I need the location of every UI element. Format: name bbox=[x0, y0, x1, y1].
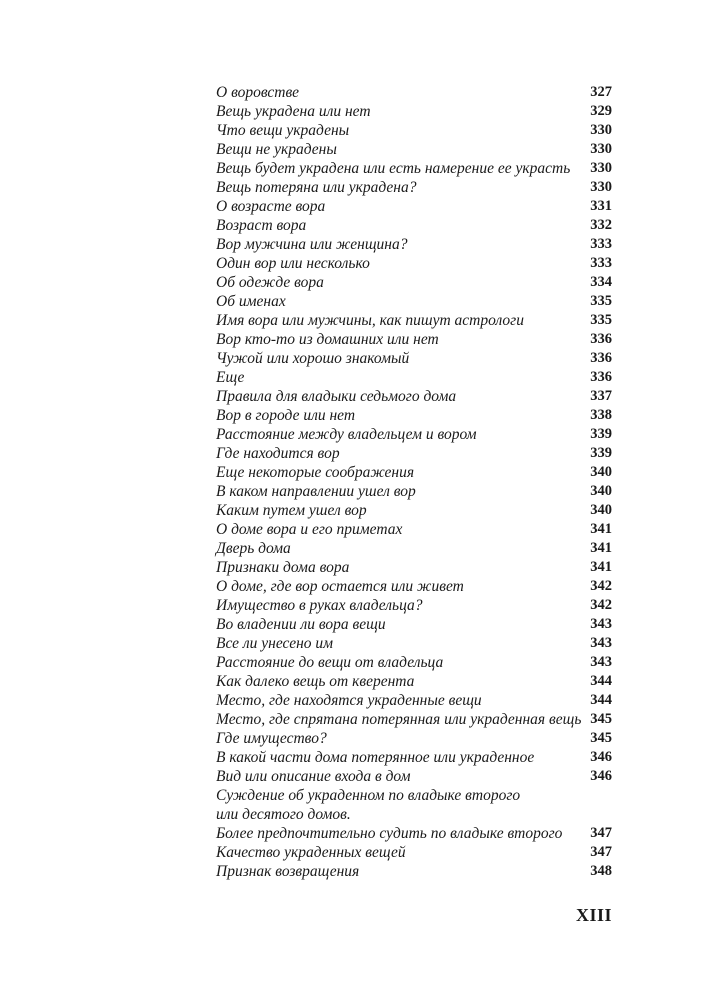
toc-entry-page: 346 bbox=[590, 768, 612, 784]
toc-entry bbox=[216, 159, 612, 178]
toc-entry-title: Качество украденных вещей bbox=[216, 844, 406, 861]
toc-entry-title: Правила для владыки седьмого дома bbox=[216, 388, 457, 405]
toc-entry bbox=[216, 387, 612, 406]
toc-entry-title-line-2: или десятого домов. bbox=[216, 806, 351, 823]
toc-entry-title: В каком направлении ушел вор bbox=[216, 483, 416, 500]
toc-entry-page: 327 bbox=[590, 84, 612, 100]
toc-entry-title: Вид или описание входа в дом bbox=[216, 768, 411, 785]
toc-entry-page: 335 bbox=[590, 312, 612, 328]
toc-entry bbox=[216, 824, 612, 843]
toc-entry-title: Во владении ли вора вещи bbox=[216, 616, 386, 633]
page-folio: XIII bbox=[575, 905, 612, 925]
toc-entry-page: 344 bbox=[590, 673, 612, 689]
toc-entry-page: 333 bbox=[590, 255, 612, 271]
toc-entry bbox=[216, 520, 612, 539]
toc-entry-page: 339 bbox=[590, 426, 612, 442]
toc-entry-title bbox=[216, 786, 520, 824]
toc-entry-page: 336 bbox=[590, 331, 612, 347]
toc-entry-page: 341 bbox=[590, 540, 612, 556]
toc-entry bbox=[216, 558, 612, 577]
toc-entry bbox=[216, 121, 612, 140]
toc-entry-title: Дверь дома bbox=[216, 540, 291, 557]
toc-entry-title: Об именах bbox=[216, 293, 286, 310]
toc-entry-title: Где имущество? bbox=[216, 730, 327, 747]
toc-entry-title: О доме, где вор остается или живет bbox=[216, 578, 464, 595]
toc-entry-multiline bbox=[216, 786, 612, 824]
toc-entry bbox=[216, 615, 612, 634]
toc-entry-page: 347 bbox=[590, 825, 612, 841]
toc-entry-title: Вещь будет украдена или есть намерение ее украсть bbox=[216, 160, 571, 177]
toc-entry-page: 332 bbox=[590, 217, 612, 233]
toc-entry bbox=[216, 330, 612, 349]
toc-entry bbox=[216, 691, 612, 710]
toc-entry bbox=[216, 83, 612, 102]
toc-entry bbox=[216, 425, 612, 444]
toc-entry bbox=[216, 178, 612, 197]
toc-entry-title: Еще некоторые соображения bbox=[216, 464, 415, 481]
toc-entry bbox=[216, 843, 612, 862]
toc-entry bbox=[216, 273, 612, 292]
toc-entry-page: 334 bbox=[590, 274, 612, 290]
toc-entry bbox=[216, 444, 612, 463]
toc-entry-page: 330 bbox=[590, 141, 612, 157]
toc-entry-title: Расстояние до вещи от владельца bbox=[216, 654, 444, 671]
toc-entry-page: 344 bbox=[590, 692, 612, 708]
toc-entry bbox=[216, 729, 612, 748]
toc-entry-page: 338 bbox=[590, 407, 612, 423]
toc-entry-title: Чужой или хорошо знакомый bbox=[216, 350, 410, 367]
toc-entry-title: Вор в городе или нет bbox=[216, 407, 356, 424]
toc-entry-page: 342 bbox=[590, 578, 612, 594]
toc-entry-page: 335 bbox=[590, 293, 612, 309]
toc-entry-title: Имя вора или мужчины, как пишут астрологи bbox=[216, 312, 524, 329]
table-of-contents bbox=[216, 83, 612, 881]
toc-entry-page: 337 bbox=[590, 388, 612, 404]
toc-entry-page: 330 bbox=[590, 122, 612, 138]
toc-entry-page: 346 bbox=[590, 749, 612, 765]
toc-entry-page: 343 bbox=[590, 635, 612, 651]
toc-entry bbox=[216, 349, 612, 368]
toc-entry bbox=[216, 482, 612, 501]
toc-entry bbox=[216, 653, 612, 672]
toc-entry bbox=[216, 710, 612, 729]
toc-entry-title: Более предпочтительно судить по владыке второго bbox=[216, 825, 563, 842]
toc-entry-page: 343 bbox=[590, 654, 612, 670]
toc-entry bbox=[216, 254, 612, 273]
toc-entry-page: 341 bbox=[590, 521, 612, 537]
toc-entry bbox=[216, 235, 612, 254]
toc-entry-title: Признаки дома вора bbox=[216, 559, 350, 576]
toc-entry-title: Еще bbox=[216, 369, 245, 386]
toc-entry-page: 330 bbox=[590, 160, 612, 176]
toc-entry-title: Место, где находятся украденные вещи bbox=[216, 692, 482, 709]
toc-entry bbox=[216, 292, 612, 311]
toc-entry-page: 329 bbox=[590, 103, 612, 119]
toc-entry-title: Расстояние между владельцем и вором bbox=[216, 426, 477, 443]
toc-entry bbox=[216, 406, 612, 425]
toc-entry-title: Вещи не украдены bbox=[216, 141, 337, 158]
toc-entry-title: Один вор или несколько bbox=[216, 255, 370, 272]
toc-entry bbox=[216, 596, 612, 615]
toc-entry bbox=[216, 501, 612, 520]
toc-entry-page: 341 bbox=[590, 559, 612, 575]
toc-entry-page: 342 bbox=[590, 597, 612, 613]
toc-entry bbox=[216, 463, 612, 482]
toc-entry-page: 336 bbox=[590, 350, 612, 366]
toc-entry bbox=[216, 140, 612, 159]
toc-entry-page: 336 bbox=[590, 369, 612, 385]
toc-entry-title: Как далеко вещь от кверента bbox=[216, 673, 415, 690]
toc-entry-title: Имущество в руках владельца? bbox=[216, 597, 423, 614]
toc-entry bbox=[216, 767, 612, 786]
toc-entry-page: 331 bbox=[590, 198, 612, 214]
toc-entry bbox=[216, 216, 612, 235]
toc-entry bbox=[216, 311, 612, 330]
toc-entry bbox=[216, 862, 612, 881]
toc-entry-title: В какой части дома потерянное или украденное bbox=[216, 749, 535, 766]
toc-entry-title: Об одежде вора bbox=[216, 274, 324, 291]
toc-entry-page: 330 bbox=[590, 179, 612, 195]
toc-entry-page: 347 bbox=[590, 844, 612, 860]
toc-entry-title-line-1: Суждение об украденном по владыке второго bbox=[216, 787, 521, 804]
toc-entry-title: О воровстве bbox=[216, 84, 300, 101]
toc-entry bbox=[216, 368, 612, 387]
toc-entry bbox=[216, 577, 612, 596]
toc-entry-page: 339 bbox=[590, 445, 612, 461]
toc-entry-title: Вор кто-то из домашних или нет bbox=[216, 331, 439, 348]
toc-entry-title: Вещь украдена или нет bbox=[216, 103, 371, 120]
toc-entry-page: 340 bbox=[590, 502, 612, 518]
toc-entry-title: Каким путем ушел вор bbox=[216, 502, 367, 519]
toc-entry-page: 348 bbox=[590, 863, 612, 879]
toc-entry bbox=[216, 748, 612, 767]
toc-entry-page: 343 bbox=[590, 616, 612, 632]
toc-entry-page: 345 bbox=[590, 730, 612, 746]
toc-entry bbox=[216, 197, 612, 216]
toc-entry bbox=[216, 539, 612, 558]
toc-entry-page: 333 bbox=[590, 236, 612, 252]
toc-entry-title: Все ли унесено им bbox=[216, 635, 334, 652]
toc-entry-title: О доме вора и его приметах bbox=[216, 521, 403, 538]
toc-entry-title: О возрасте вора bbox=[216, 198, 326, 215]
toc-entry-title: Что вещи украдены bbox=[216, 122, 350, 139]
toc-entry-title: Вор мужчина или женщина? bbox=[216, 236, 408, 253]
toc-entry-title: Признак возвращения bbox=[216, 863, 360, 880]
toc-entry-page: 340 bbox=[590, 464, 612, 480]
toc-entry-page: 345 bbox=[590, 711, 612, 727]
toc-entry bbox=[216, 672, 612, 691]
toc-entry bbox=[216, 634, 612, 653]
toc-entry-page: 340 bbox=[590, 483, 612, 499]
toc-entry-title: Возраст вора bbox=[216, 217, 307, 234]
toc-entry-title: Место, где спрятана потерянная или украденная вещь bbox=[216, 711, 582, 728]
toc-entry-title: Где находится вор bbox=[216, 445, 340, 462]
toc-entry-title: Вещь потеряна или украдена? bbox=[216, 179, 417, 196]
toc-entry bbox=[216, 102, 612, 121]
